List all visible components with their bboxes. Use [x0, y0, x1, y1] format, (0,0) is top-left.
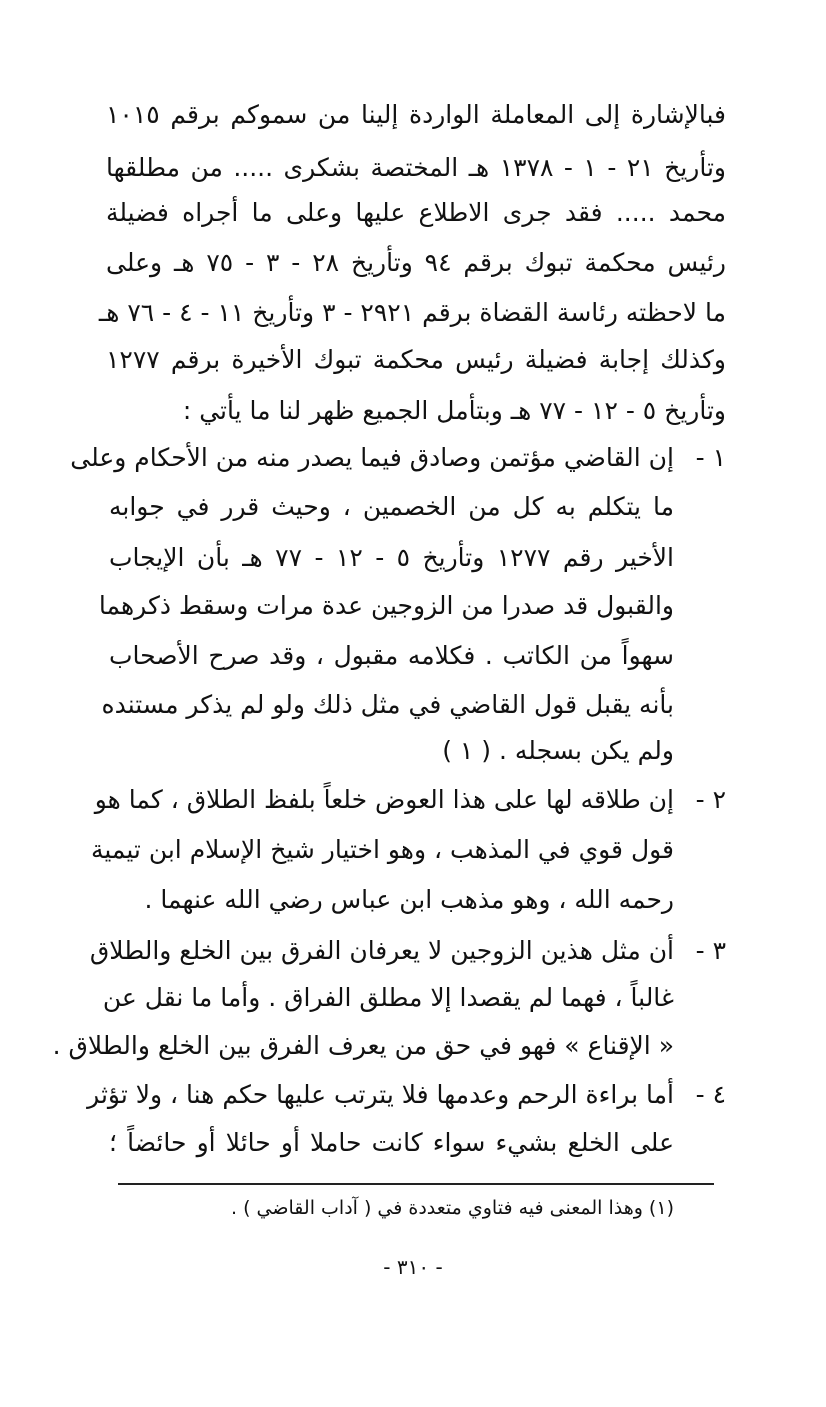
item-line: غالباً ، فهما لم يقصدا إلا مطلق الفراق . وأما ما نقل عن — [102, 983, 674, 1012]
item-line: رحمه الله ، وهو مذهب ابن عباس رضي الله عنهما . — [144, 885, 674, 914]
intro-line: وتأريخ ٥ - ١٢ - ٧٧ هـ وبتأمل الجميع ظهر لنا ما يأتي : — [182, 396, 726, 425]
item-number: ١ - — [695, 443, 726, 472]
item-line: ما يتكلم به كل من الخصمين ، وحيث قرر في جوابه — [109, 492, 674, 521]
item-number: ٣ - — [695, 936, 726, 965]
item-line: سهواً من الكاتب . فكلامه مقبول ، وقد صرح الأصحاب — [109, 641, 674, 670]
page-number: - ٣١٠ - — [383, 1255, 443, 1279]
item-line: على الخلع بشيء سواء كانت حاملا أو حائلا أو حائضاً ؛ — [109, 1128, 674, 1157]
item-number: ٤ - — [695, 1080, 726, 1109]
item-line: الأخير رقم ١٢٧٧ وتأريخ ٥ - ١٢ - ٧٧ هـ بأن الإيجاب — [109, 543, 674, 572]
item-line: إن القاضي مؤتمن وصادق فيما يصدر منه من الأحكام وعلى — [70, 443, 674, 472]
item-line: أما براءة الرحم وعدمها فلا يترتب عليها حكم هنا ، ولا تؤثر — [87, 1080, 674, 1109]
intro-line: رئيس محكمة تبوك برقم ٩٤ وتأريخ ٢٨ - ٣ - ٧٥ هـ وعلى — [106, 248, 726, 277]
intro-line: فبالإشارة إلى المعاملة الواردة إلينا من سموكم برقم ١٠١٥ — [106, 100, 726, 129]
item-line: والقبول قد صدرا من الزوجين عدة مرات وسقط ذكرهما — [98, 591, 674, 620]
item-line: بأنه يقبل قول القاضي في مثل ذلك ولو لم يذكر مستنده — [101, 690, 674, 719]
intro-line: وكذلك إجابة فضيلة رئيس محكمة تبوك الأخيرة برقم ١٢٧٧ — [106, 345, 726, 374]
intro-line: محمد ..... فقد جرى الاطلاع عليها وعلى ما أجراه فضيلة — [106, 198, 726, 227]
item-line: ولم يكن بسجله . ( ١ ) — [442, 736, 674, 765]
intro-line: ما لاحظته رئاسة القضاة برقم ٢٩٢١ - ٣ وتأريخ ١١ - ٤ - ٧٦ هـ — [98, 298, 726, 327]
intro-line: وتأريخ ٢١ - ١ - ١٣٧٨ هـ المختصة بشكرى ..... من مطلقها — [106, 153, 726, 182]
item-line: قول قوي في المذهب ، وهو اختيار شيخ الإسلام ابن تيمية — [90, 835, 674, 864]
item-line: إن طلاقه لها على هذا العوض خلعاً بلفظ الطلاق ، كما هو — [94, 785, 674, 814]
item-line: « الإقناع » فهو في حق من يعرف الفرق بين الخلع والطلاق . — [52, 1031, 674, 1060]
footnote-divider — [118, 1183, 714, 1185]
footnote: (١) وهذا المعنى فيه فتاوي متعددة في ( آداب القاضي ) . — [231, 1197, 674, 1219]
item-line: أن مثل هذين الزوجين لا يعرفان الفرق بين الخلع والطلاق — [89, 936, 674, 965]
item-number: ٢ - — [695, 785, 726, 814]
